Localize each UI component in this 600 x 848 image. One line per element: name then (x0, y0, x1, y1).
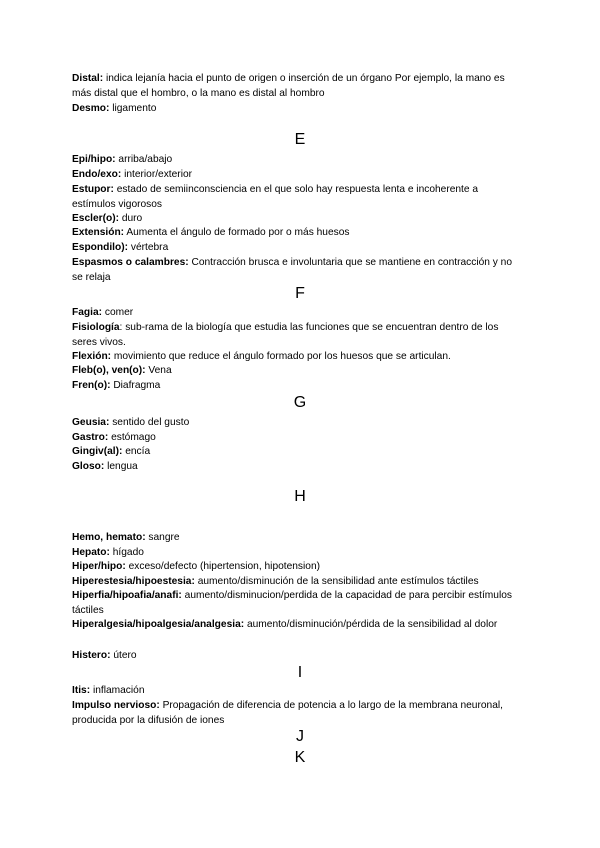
entry-impulso-nervioso: Impulso nervioso: Propagación de diferencia de potencia a lo largo de la membrana neuronal, producida por la difusión de iones (72, 700, 503, 726)
entry-hiperfia: Hiperfia/hipoafia/anafi: aumento/disminucion/perdida de la capacidad de para percibir estímulos táctiles (72, 590, 512, 616)
section-heading-g: G (293, 394, 307, 411)
entry-gastro: Gastro: estómago (72, 432, 156, 443)
entry-fren: Fren(o): Diafragma (72, 380, 161, 391)
section-heading-f: F (295, 285, 305, 302)
entry-gloso: Gloso: lengua (72, 461, 138, 472)
section-heading-j: J (296, 728, 304, 745)
entry-hiperalgesia: Hiperalgesia/hipoalgesia/analgesia: aumento/disminución/pérdida de la sensibilidad al dolor (72, 619, 498, 630)
entry-estupor: Estupor: estado de semiinconsciencia en el que solo hay respuesta lenta e incoherente a estímulos vigorosos (72, 184, 479, 210)
entry-fagia: Fagia: comer (72, 307, 134, 318)
section-heading-k: K (294, 749, 306, 766)
entry-hiper-hipo: Hiper/hipo: exceso/defecto (hipertension, hipotension) (72, 561, 321, 572)
entry-hiperestesia: Hiperestesia/hipoestesia: aumento/disminución de la sensibilidad ante estímulos táctiles (72, 576, 479, 587)
entry-fleb: Fleb(o), ven(o): Vena (72, 365, 172, 376)
entry-espasmos: Espasmos o calambres: Contracción brusca e involuntaria que se mantiene en contracción y no se relaja (72, 257, 513, 283)
entry-geusia: Geusia: sentido del gusto (72, 417, 190, 428)
entry-endo-exo: Endo/exo: interior/exterior (72, 169, 193, 180)
entry-hemo: Hemo, hemato: sangre (72, 532, 180, 543)
entry-extension: Extensión: Aumenta el ángulo de formado por o más huesos (72, 227, 350, 238)
entry-flexion: Flexión: movimiento que reduce el ángulo formado por los huesos que se articulan. (72, 351, 451, 362)
section-heading-h: H (294, 488, 306, 505)
entry-desmo: Desmo: ligamento (72, 103, 157, 114)
entry-itis: Itis: inflamación (72, 685, 145, 696)
entry-hepato: Hepato: hígado (72, 547, 144, 558)
entry-epi-hipo: Epi/hipo: arriba/abajo (72, 154, 173, 165)
entry-fisiologia: Fisiología: sub-rama de la biología que estudia las funciones que se encuentran dentro de los seres vivos. (72, 322, 499, 348)
entry-gingival: Gingiv(al): encía (72, 446, 151, 457)
entry-escler: Escler(o): duro (72, 213, 143, 224)
section-heading-i: I (297, 664, 303, 681)
entry-histero: Histero: útero (72, 650, 137, 661)
entry-distal: Distal: indica lejanía hacia el punto de origen o inserción de un órgano Por ejemplo, la mano es más distal que el hombro, o la mano es distal al hombro (72, 73, 505, 99)
entry-espondilo: Espondilo): vértebra (72, 242, 169, 253)
section-heading-e: E (294, 131, 306, 148)
